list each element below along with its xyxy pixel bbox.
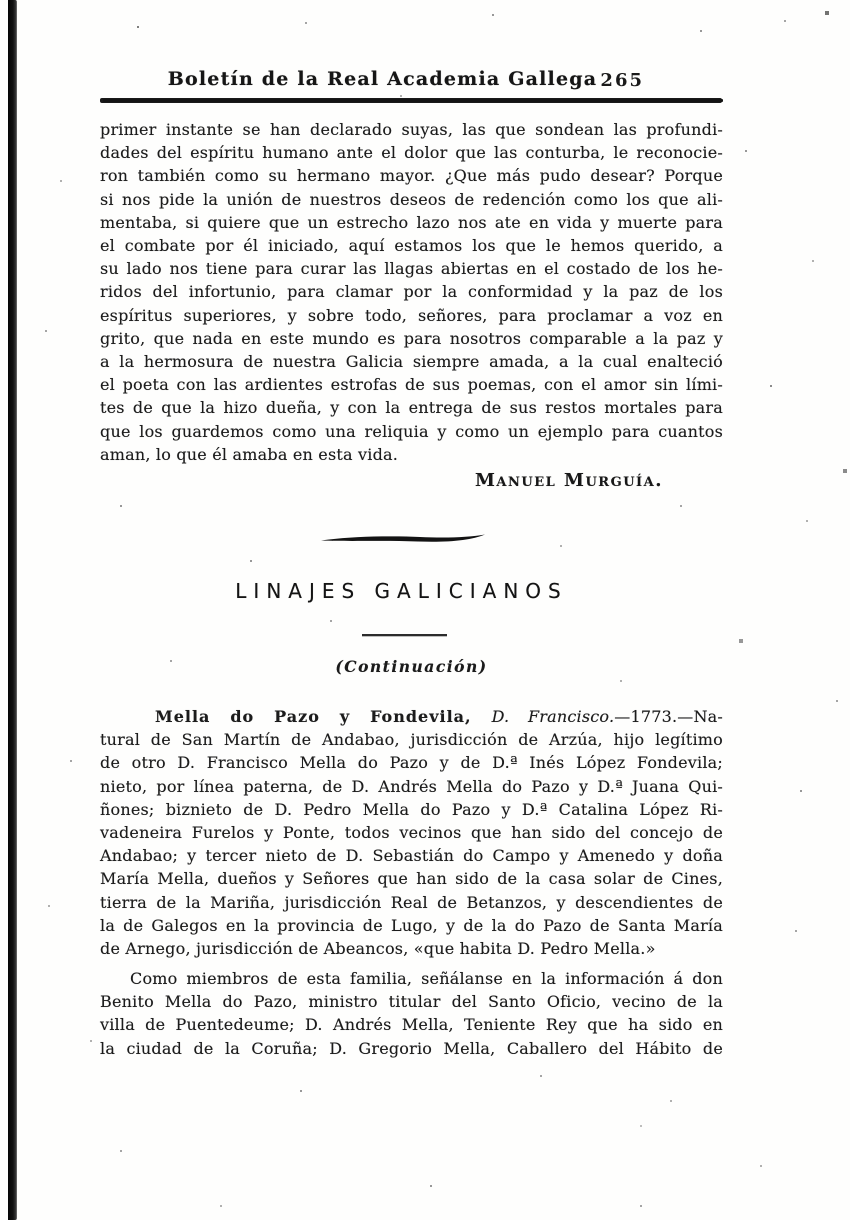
entry-paragraph-mella xyxy=(100,705,723,960)
text-segment: María Mella, dueños y Señores que han sido de la casa solar de Cines, xyxy=(100,869,723,889)
scan-noise xyxy=(0,0,2,2)
text-segment: tierra de la Mariña, jurisdicción Real de Betanzos, y descendientes de xyxy=(100,892,723,912)
text-segment: villa de Puentedeume; D. Andrés Mella, Teniente Rey que ha sido en xyxy=(100,1015,723,1035)
text-line xyxy=(100,1013,723,1036)
text-line xyxy=(100,937,723,960)
text-segment: vadeneira Furelos y Ponte, todos vecinos que han sido del concejo de xyxy=(100,823,723,843)
text-line xyxy=(100,775,723,798)
text-line xyxy=(100,396,723,419)
text-line xyxy=(100,891,723,914)
section-divider-rule xyxy=(362,634,447,636)
text-line xyxy=(100,1037,723,1060)
text-segment: grito, que nada en este mundo es para nosotros comparable a la paz y xyxy=(100,328,723,348)
text-line xyxy=(100,867,723,890)
text-line xyxy=(100,705,723,728)
text-segment: —1773.—Na- xyxy=(614,707,723,726)
text-line xyxy=(100,257,723,280)
text-segment: ñones; biznieto de D. Pedro Mella do Pazo y D.ª Catalina López Ri- xyxy=(100,799,723,819)
text-segment: la de Galegos en la provincia de Lugo, y de la do Pazo de Santa María xyxy=(100,915,723,935)
text-segment: tural de San Martín de Andabao, jurisdicción de Arzúa, hijo legítimo xyxy=(100,730,723,750)
text-line xyxy=(100,211,723,234)
text-line xyxy=(100,821,723,844)
continuation-note: (Continuación) xyxy=(335,657,488,676)
text-line xyxy=(100,967,723,990)
text-segment: el poeta con las ardientes estrofas de sus poemas, con el amor sin lími- xyxy=(100,375,723,395)
text-segment: tes de que la hizo dueña, y con la entrega de sus restos mortales para xyxy=(100,398,723,418)
text-segment: primer instante se han declarado suyas, las que sondean las profundi- xyxy=(100,120,723,139)
text-segment: Mella do Pazo y Fondevila, xyxy=(155,707,492,726)
author-signature: Manuel Murguía. xyxy=(475,470,663,491)
text-segment: espíritus superiores, y sobre todo, señores, para proclamar a voz en xyxy=(100,305,723,325)
text-segment: de otro D. Francisco Mella do Pazo y de D.ª Inés López Fondevila; xyxy=(100,753,723,773)
text-segment: que los guardemos como una reliquia y como un ejemplo para cuantos xyxy=(100,421,723,441)
text-line xyxy=(100,350,723,373)
text-line xyxy=(100,304,723,327)
text-segment: si nos pide la unión de nuestros deseos de redención como los que ali- xyxy=(100,189,723,209)
journal-title: Boletín de la Real Academia Gallega xyxy=(167,68,598,90)
text-segment: aman, lo que él amaba en esta vida. xyxy=(100,444,399,464)
entry-paragraph-como xyxy=(100,967,723,1060)
text-line xyxy=(100,373,723,396)
text-segment: de Arnego, jurisdicción de Abeancos, «que habita D. Pedro Mella.» xyxy=(100,939,656,959)
text-segment: Benito Mella do Pazo, ministro titular del Santo Oficio, vecino de la xyxy=(100,992,723,1012)
text-line xyxy=(100,990,723,1013)
text-segment: mentaba, si quiere que un estrecho lazo nos ate en vida y muerte para xyxy=(100,212,723,232)
text-segment: la ciudad de la Coruña; D. Gregorio Mella, Caballero del Hábito de xyxy=(100,1038,723,1058)
text-line xyxy=(100,751,723,774)
text-line xyxy=(100,164,723,187)
tapered-rule-ornament xyxy=(320,531,486,547)
binding-edge xyxy=(8,0,17,1220)
text-line xyxy=(100,798,723,821)
text-line xyxy=(100,844,723,867)
text-segment: su lado nos tiene para curar las llagas abiertas en el costado de los he- xyxy=(100,259,723,279)
text-line xyxy=(100,118,723,141)
text-segment: ridos del infortunio, para clamar por la conformidad y la paz de los xyxy=(100,282,723,302)
text-segment: ron también como su hermano mayor. ¿Que más pudo desear? Porque xyxy=(100,166,723,186)
section-title: LINAJES GALICIANOS xyxy=(235,579,568,603)
text-line xyxy=(100,443,723,466)
text-segment: Como miembros de esta familia, señálanse en la información á don xyxy=(130,969,723,988)
text-segment: D. Francisco. xyxy=(491,707,615,726)
text-segment: dades del espíritu humano ante el dolor que las conturba, le reconocie- xyxy=(100,143,723,163)
text-line xyxy=(100,914,723,937)
text-line xyxy=(100,280,723,303)
text-line xyxy=(100,728,723,751)
page-number: 265 xyxy=(600,70,644,91)
text-line xyxy=(100,327,723,350)
text-segment: Andabao; y tercer nieto de D. Sebastián do Campo y Amenedo y doña xyxy=(100,846,723,866)
text-line xyxy=(100,234,723,257)
text-line xyxy=(100,420,723,443)
closing-article-paragraph xyxy=(100,118,723,466)
text-line xyxy=(100,141,723,164)
header-rule xyxy=(103,99,723,102)
text-segment: a la hermosura de nuestra Galicia siempre amada, a la cual enalteció xyxy=(100,352,723,372)
text-segment: nieto, por línea paterna, de D. Andrés Mella do Pazo y D.ª Juana Qui- xyxy=(100,776,723,796)
text-line xyxy=(100,188,723,211)
text-segment: el combate por él iniciado, aquí estamos los que le hemos querido, a xyxy=(100,236,723,256)
